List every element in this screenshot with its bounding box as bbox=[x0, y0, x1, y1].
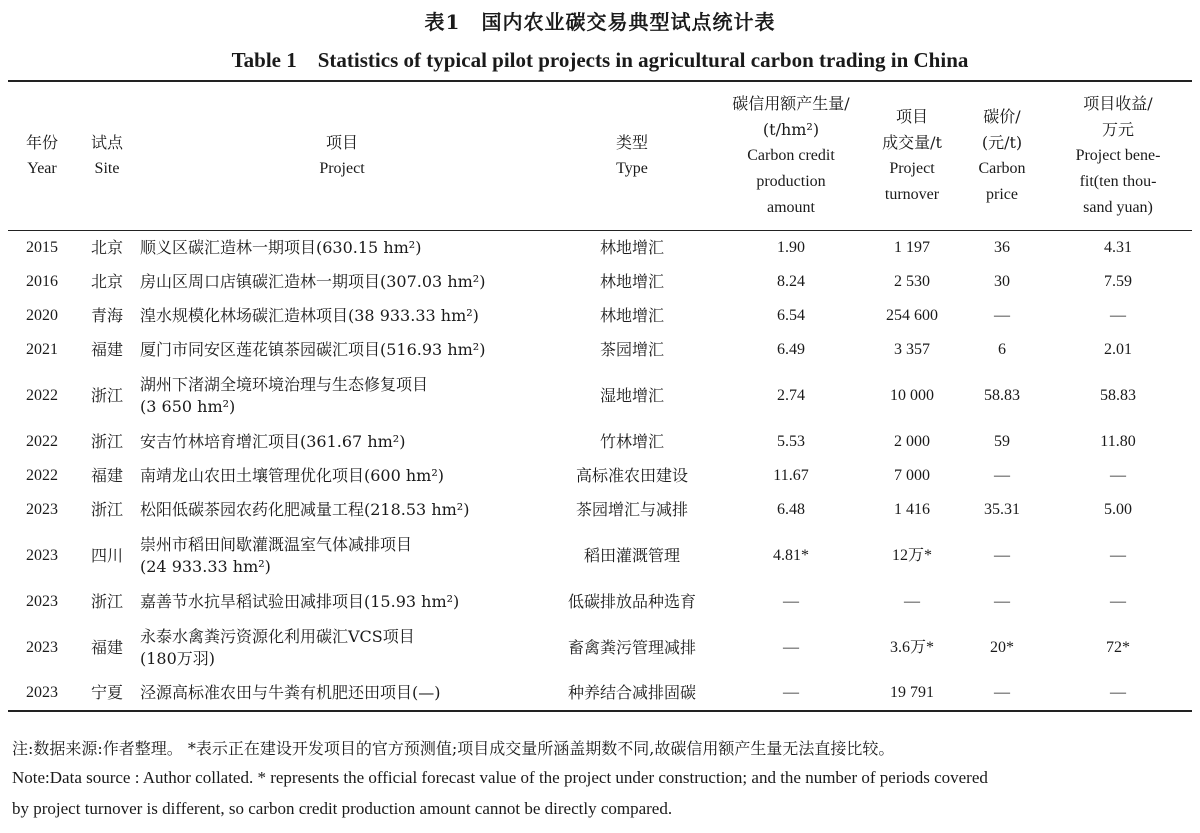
cell-type: 竹林增汇 bbox=[599, 431, 664, 451]
table-row bbox=[8, 333, 1192, 367]
project-name: 湟水规模化林场碳汇造林项目(38 933.33 hm²) bbox=[140, 305, 479, 325]
header-turnover: 项目 成交量/t Project turnover bbox=[882, 107, 942, 203]
project-name: 房山区周口店镇碳汇造林一期项目(307.03 hm²) bbox=[140, 271, 486, 291]
cell-type: 林地增汇 bbox=[599, 305, 664, 325]
project-name: 崇州市稻田间歇灌溉温室气体减排项目 bbox=[140, 534, 413, 554]
table-row bbox=[8, 459, 1192, 493]
project-size: (180万羽) bbox=[140, 648, 216, 668]
cell-project bbox=[138, 265, 546, 299]
cell-project bbox=[138, 585, 546, 619]
table-row bbox=[8, 677, 1192, 711]
header-row bbox=[8, 81, 1192, 231]
table-row bbox=[8, 527, 1192, 585]
table-row bbox=[8, 231, 1192, 265]
cell-year: 2022 bbox=[26, 386, 58, 404]
note-en-line2: by project turnover is different, so carbon credit production amount cannot be directly compared. bbox=[12, 799, 673, 818]
cell-year: 2023 bbox=[26, 500, 58, 518]
cell-turnover: 2 000 bbox=[894, 432, 930, 450]
cell-price: 35.31 bbox=[984, 500, 1020, 518]
table-title-cn: 表1 国内农业碳交易典型试点统计表 bbox=[424, 10, 776, 34]
cell-type: 茶园增汇与减排 bbox=[575, 499, 688, 519]
cell-project bbox=[138, 493, 546, 527]
cell-type: 低碳排放品种选育 bbox=[567, 591, 696, 611]
header-amount: 碳信用额产生量/ (t/hm²) Carbon credit production amount bbox=[732, 94, 850, 216]
project-name: 永泰水禽粪污资源化利用碳汇VCS项目 bbox=[140, 626, 415, 646]
cell-year: 2022 bbox=[26, 432, 58, 450]
header-price: 碳价/ (元/t) Carbon price bbox=[978, 107, 1026, 203]
cell-site: 四川 bbox=[90, 545, 123, 565]
note-cn: 注:数据来源:作者整理。 *表示正在建设开发项目的官方预测值;项目成交量所涵盖期数不同,故碳信用额产生量无法直接比较。 bbox=[12, 739, 895, 758]
table-title-en: Table 1 Statistics of typical pilot projects in agricultural carbon trading in China bbox=[231, 48, 969, 72]
header-year: 年份 Year bbox=[25, 133, 58, 177]
note-en-line1: Note:Data source : Author collated. * represents the official forecast value of the project under construction; and the number of periods covered bbox=[12, 768, 988, 787]
header-benefit: 项目收益/ 万元 Project bene- fit(ten thou- sand yuan) bbox=[1075, 94, 1161, 216]
cell-type: 稻田灌溉管理 bbox=[583, 545, 680, 565]
cell-site: 福建 bbox=[90, 637, 123, 657]
cell-benefit: — bbox=[1110, 546, 1126, 564]
cell-benefit: 11.80 bbox=[1100, 432, 1136, 450]
cell-project bbox=[138, 333, 546, 367]
cell-price: 36 bbox=[994, 238, 1010, 256]
table-row bbox=[8, 299, 1192, 333]
cell-site: 青海 bbox=[90, 305, 123, 325]
cell-type: 林地增汇 bbox=[599, 271, 664, 291]
project-name: 厦门市同安区莲花镇茶园碳汇项目(516.93 hm²) bbox=[140, 339, 486, 359]
cell-type: 湿地增汇 bbox=[599, 385, 664, 405]
cell-amount: — bbox=[783, 684, 799, 701]
cell-site: 北京 bbox=[90, 237, 123, 257]
cell-project bbox=[138, 619, 546, 677]
project-name: 南靖龙山农田土壤管理优化项目(600 hm²) bbox=[140, 465, 445, 485]
cell-price: 30 bbox=[994, 272, 1010, 290]
cell-benefit: 7.59 bbox=[1104, 272, 1132, 290]
cell-price: 59 bbox=[994, 432, 1010, 450]
cell-amount: 6.48 bbox=[777, 500, 805, 518]
cell-amount: 1.90 bbox=[777, 238, 805, 256]
cell-benefit: 5.00 bbox=[1104, 500, 1132, 518]
table-body bbox=[8, 231, 1192, 711]
project-size: (3 650 hm²) bbox=[140, 396, 236, 416]
cell-turnover: 2 530 bbox=[894, 272, 930, 290]
cell-project bbox=[138, 299, 546, 333]
cell-project bbox=[138, 677, 546, 711]
cell-year: 2023 bbox=[26, 592, 58, 610]
cell-price: — bbox=[994, 684, 1010, 701]
cell-year: 2021 bbox=[26, 340, 58, 358]
cell-benefit: 72* bbox=[1106, 638, 1130, 656]
cell-site: 福建 bbox=[90, 339, 123, 359]
cell-amount: 8.24 bbox=[777, 272, 805, 290]
cell-type: 畜禽粪污管理减排 bbox=[567, 637, 696, 657]
cell-benefit: 2.01 bbox=[1104, 340, 1132, 358]
cell-amount: 6.49 bbox=[777, 340, 805, 358]
cell-type: 高标准农田建设 bbox=[575, 465, 688, 485]
cell-project bbox=[138, 459, 546, 493]
cell-price: 58.83 bbox=[984, 386, 1020, 404]
cell-site: 浙江 bbox=[90, 591, 123, 611]
cell-type: 茶园增汇 bbox=[599, 339, 664, 359]
cell-turnover: 10 000 bbox=[890, 386, 934, 404]
project-name: 泾源高标准农田与牛粪有机肥还田项目(—) bbox=[140, 683, 441, 702]
project-size: (24 933.33 hm²) bbox=[140, 556, 271, 576]
cell-site: 浙江 bbox=[90, 431, 123, 451]
cell-turnover: 254 600 bbox=[886, 306, 938, 324]
cell-year: 2023 bbox=[26, 638, 58, 656]
cell-type: 种养结合减排固碳 bbox=[567, 683, 696, 702]
project-name: 嘉善节水抗旱稻试验田减排项目(15.93 hm²) bbox=[140, 591, 460, 611]
cell-site: 浙江 bbox=[90, 499, 123, 519]
cell-benefit: — bbox=[1110, 306, 1126, 324]
table-row bbox=[8, 367, 1192, 425]
cell-benefit: 4.31 bbox=[1104, 238, 1132, 256]
cell-year: 2020 bbox=[26, 306, 58, 324]
cell-turnover: 3.6万* bbox=[889, 638, 934, 656]
header-project: 项目 Project bbox=[319, 133, 365, 177]
cell-price: 20* bbox=[990, 638, 1014, 656]
cell-price: — bbox=[994, 466, 1010, 484]
project-name: 松阳低碳茶园农药化肥减量工程(218.53 hm²) bbox=[140, 499, 470, 519]
header-type: 类型 Type bbox=[615, 133, 648, 177]
cell-benefit: — bbox=[1110, 592, 1126, 610]
cell-turnover: 7 000 bbox=[894, 466, 930, 484]
cell-amount: 11.67 bbox=[773, 466, 809, 484]
cell-project bbox=[138, 231, 546, 265]
cell-price: — bbox=[994, 592, 1010, 610]
project-name: 湖州下渚湖全境环境治理与生态修复项目 bbox=[140, 374, 429, 394]
cell-site: 宁夏 bbox=[90, 683, 123, 702]
cell-amount: 4.81* bbox=[773, 546, 809, 564]
cell-turnover: 19 791 bbox=[890, 684, 934, 701]
cell-benefit: 58.83 bbox=[1100, 386, 1136, 404]
cell-benefit: — bbox=[1110, 684, 1126, 701]
cell-price: — bbox=[994, 546, 1010, 564]
cell-type: 林地增汇 bbox=[599, 237, 664, 257]
cell-amount: — bbox=[783, 638, 799, 656]
table-row bbox=[8, 619, 1192, 677]
cell-price: 6 bbox=[998, 340, 1006, 358]
cell-site: 浙江 bbox=[90, 385, 123, 405]
cell-turnover: 1 416 bbox=[894, 500, 930, 518]
pilot-projects-table bbox=[8, 80, 1192, 712]
table-row bbox=[8, 493, 1192, 527]
cell-year: 2022 bbox=[26, 466, 58, 484]
cell-amount: 5.53 bbox=[777, 432, 805, 450]
cell-turnover: — bbox=[904, 592, 920, 610]
header-site: 试点 Site bbox=[90, 133, 123, 177]
cell-year: 2015 bbox=[26, 238, 58, 256]
cell-amount: 2.74 bbox=[777, 386, 805, 404]
cell-price: — bbox=[994, 306, 1010, 324]
cell-amount: 6.54 bbox=[777, 306, 805, 324]
cell-turnover: 3 357 bbox=[894, 340, 930, 358]
cell-project bbox=[138, 425, 546, 459]
cell-site: 福建 bbox=[90, 465, 123, 485]
cell-year: 2016 bbox=[26, 272, 58, 290]
cell-benefit: — bbox=[1110, 466, 1126, 484]
table-row bbox=[8, 585, 1192, 619]
cell-year: 2023 bbox=[26, 546, 58, 564]
cell-turnover: 12万* bbox=[891, 546, 932, 564]
table-row bbox=[8, 265, 1192, 299]
cell-amount: — bbox=[783, 592, 799, 610]
project-name: 顺义区碳汇造林一期项目(630.15 hm²) bbox=[140, 237, 422, 257]
table-row bbox=[8, 425, 1192, 459]
cell-project bbox=[138, 367, 546, 425]
cell-project bbox=[138, 527, 546, 585]
project-name: 安吉竹林培育增汇项目(361.67 hm²) bbox=[140, 431, 406, 451]
cell-year: 2023 bbox=[26, 684, 58, 701]
cell-turnover: 1 197 bbox=[894, 238, 930, 256]
cell-site: 北京 bbox=[90, 271, 123, 291]
